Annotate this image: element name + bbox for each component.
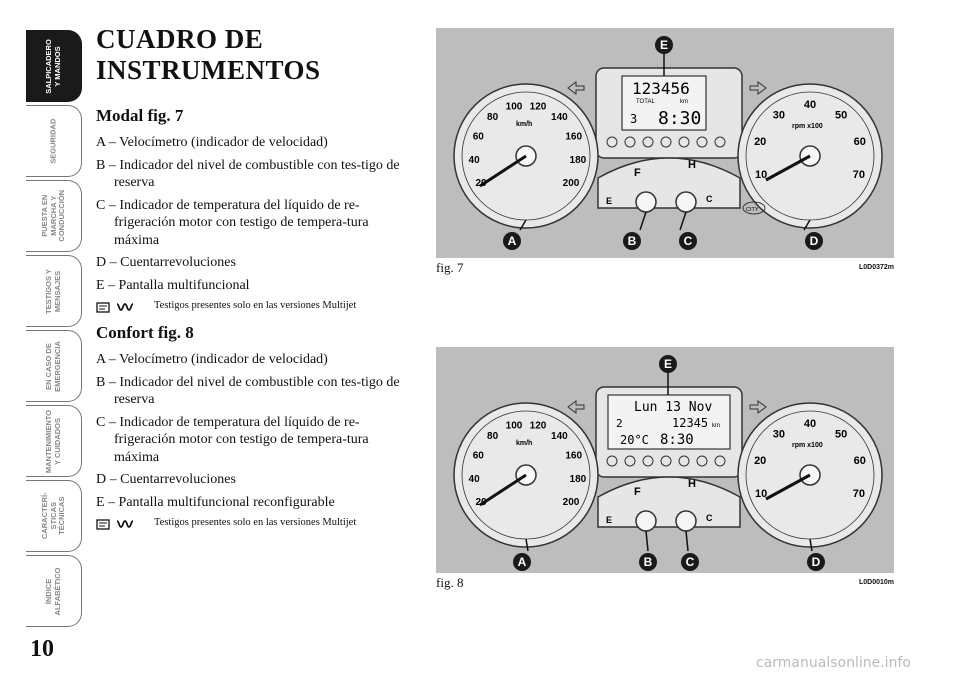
instrument-panel-illustration: [436, 28, 894, 258]
note-text: Testigos presentes solo en las versiones Multijet: [154, 517, 357, 528]
figure-code: L0D0010m: [858, 579, 894, 586]
display-temperature: 20°C: [620, 433, 649, 447]
tachometer-tick-label: 50: [834, 109, 848, 122]
temp-gauge-knob: [676, 192, 696, 212]
display-gear: 2: [616, 417, 623, 430]
diesel-filter-icon: [96, 301, 110, 313]
tachometer-tick-label: 70: [852, 487, 866, 500]
tab-label: SEGURIDAD: [48, 118, 58, 164]
tachometer-tick-label: 70: [852, 168, 866, 181]
section-heading-modal: Modal fig. 7: [96, 106, 184, 125]
temp-gauge-knob: [676, 511, 696, 531]
tachometer: [738, 403, 882, 547]
tab-testigos[interactable]: [26, 255, 82, 327]
display-odometer: 12345: [672, 416, 709, 430]
list-item: D – Cuentarrevoluciones: [96, 255, 236, 270]
tachometer-tick-label: 30: [772, 109, 786, 122]
tab-seguridad[interactable]: [26, 105, 82, 177]
fuel-empty-label: E: [606, 515, 613, 525]
display-odo-label: TOTAL: [636, 99, 655, 105]
tab-caracteristicas[interactable]: [26, 480, 82, 552]
left-turn-indicator-icon: [568, 401, 584, 413]
temp-hot-label: H: [688, 478, 696, 490]
fuel-gauge-knob: [636, 511, 656, 531]
right-turn-indicator-icon: [750, 401, 766, 413]
tab-salpicadero[interactable]: [26, 30, 82, 102]
tab-label: TESTIGOS Y MENSAJES: [44, 268, 62, 314]
tachometer-tick-label: 40: [803, 418, 817, 430]
figure-8: [436, 347, 894, 591]
display-date: Lun 13 Nov: [634, 400, 713, 415]
list-item: A – Velocímetro (indicador de velocidad): [96, 135, 328, 150]
speedometer-tick-label: 80: [487, 112, 499, 124]
figure-caption: fig. 8: [436, 575, 464, 590]
fuel-full-label: F: [634, 167, 641, 179]
tachometer-tick-label: 50: [834, 428, 848, 441]
speedometer-tick-label: 200: [562, 497, 580, 508]
fuel-gauge-knob: [636, 192, 656, 212]
note: [96, 517, 412, 530]
tab-puesta-en-marcha[interactable]: [26, 180, 82, 252]
fuel-full-label: F: [634, 486, 641, 498]
tab-label: MANTENIMIENTO Y CUIDADOS: [44, 409, 62, 473]
callout-label: A: [507, 234, 517, 248]
callout-label: C: [683, 234, 693, 248]
speedometer-unit: km/h: [516, 121, 533, 128]
tab-label: CARACTERÍ- STICAS TÉCNICAS: [39, 492, 66, 540]
tab-label: EN CASO DE EMERGENCIA: [44, 340, 62, 392]
tachometer-tick-label: 30: [772, 428, 786, 441]
callout-label: D: [809, 234, 819, 248]
callout-label: E: [659, 38, 669, 52]
speedometer-tick-label: 80: [487, 431, 499, 443]
speedometer-tick-label: 100: [505, 420, 523, 432]
speedometer-tick-label: 100: [505, 101, 523, 113]
tachometer-tick-label: 60: [853, 136, 866, 149]
figure-7: [436, 28, 894, 276]
watermark: carmanualsonline.info: [756, 655, 911, 671]
instrument-cluster-drawing: [436, 347, 894, 573]
speedometer-tick-label: 60: [472, 131, 484, 143]
speedometer-tick-label: 180: [569, 474, 587, 485]
callout-label: A: [517, 555, 527, 569]
figure-caption: fig. 7: [436, 260, 464, 275]
tachometer-tick-label: 60: [853, 455, 866, 468]
speedometer-tick-label: 120: [529, 420, 547, 432]
speedometer-tick-label: 20: [475, 497, 487, 508]
figure-code: L0D0372m: [858, 264, 894, 271]
diesel-filter-icon: [96, 518, 110, 530]
speedometer-tick-label: 60: [472, 450, 484, 462]
speedometer-tick-label: 140: [551, 112, 568, 124]
display-clock: 8:30: [658, 108, 702, 129]
temp-cold-label: C: [706, 194, 713, 204]
tachometer-tick-label: 40: [803, 99, 817, 111]
glow-plug-icon: [115, 301, 137, 313]
note: [96, 300, 412, 313]
display-clock: 8:30: [660, 432, 694, 448]
right-turn-indicator-icon: [750, 82, 766, 94]
display-gear: 3: [630, 112, 638, 126]
instrument-cluster-drawing: [436, 28, 894, 258]
instrument-panel-illustration: [436, 347, 894, 573]
callout-label: D: [811, 555, 821, 569]
list-item: B – Indicador del nivel de combustible con tes-tigo de reserva: [96, 157, 400, 190]
tachometer-unit: rpm x100: [792, 442, 823, 449]
tab-label: ÍNDICE ALFABÉTICO: [44, 567, 62, 615]
speedometer: [454, 84, 598, 228]
tachometer-unit: rpm x100: [792, 123, 823, 130]
page-number: 10: [30, 636, 54, 662]
speedometer-tick-label: 40: [468, 155, 480, 166]
tachometer-tick-label: 20: [754, 136, 767, 149]
city-label: CITY: [746, 207, 759, 213]
text-column: [96, 24, 412, 540]
tachometer-tick-label: 10: [754, 487, 768, 500]
tab-mantenimiento[interactable]: [26, 405, 82, 477]
tab-emergencia[interactable]: [26, 330, 82, 402]
glow-plug-icon: [115, 518, 137, 530]
list-item: D – Cuentarrevoluciones: [96, 472, 236, 487]
speedometer-tick-label: 180: [569, 155, 587, 166]
speedometer-tick-label: 160: [565, 131, 583, 143]
callout-label: E: [663, 357, 673, 371]
callout-label: B: [643, 555, 653, 569]
display-odometer: 123456: [632, 79, 690, 98]
tab-indice[interactable]: [26, 555, 82, 627]
speedometer-unit: km/h: [516, 440, 533, 447]
tab-label: PUESTA EN MARCHA Y CONDUCCIÓN: [39, 190, 66, 242]
speedometer-tick-label: 120: [529, 101, 547, 113]
left-turn-indicator-icon: [568, 82, 584, 94]
speedometer-tick-label: 140: [551, 431, 568, 443]
note-text: Testigos presentes solo en las versiones Multijet: [154, 300, 357, 311]
list-item: E – Pantalla multifuncional: [96, 277, 250, 293]
speedometer-tick-label: 40: [468, 474, 480, 485]
tachometer-tick-label: 10: [754, 168, 768, 181]
list-item: E – Pantalla multifuncional reconfigurable: [96, 494, 335, 510]
tachometer-tick-label: 20: [754, 455, 767, 468]
speedometer-tick-label: 160: [565, 450, 583, 462]
fuel-empty-label: E: [606, 196, 613, 206]
section-heading-confort: Confort fig. 8: [96, 323, 194, 342]
temp-cold-label: C: [706, 513, 713, 523]
speedometer-tick-label: 20: [475, 178, 487, 189]
tachometer: [738, 84, 882, 228]
list-item: C – Indicador de temperatura del líquido de re-frigeración motor con testigo de tempera-tura máxima: [96, 414, 369, 465]
list-item: C – Indicador de temperatura del líquido de re-frigeración motor con testigo de tempera-tura máxima: [96, 197, 369, 248]
tab-label: SALPICADERO Y MANDOS: [44, 38, 62, 94]
display-odo-unit: km: [680, 99, 688, 105]
callout-label: C: [685, 555, 695, 569]
speedometer: [454, 403, 598, 547]
list-item: A – Velocímetro (indicador de velocidad): [96, 352, 328, 367]
callout-label: B: [627, 234, 637, 248]
list-item: B – Indicador del nivel de combustible con tes-tigo de reserva: [96, 374, 400, 407]
temp-hot-label: H: [688, 159, 696, 171]
display-odo-unit: km: [712, 423, 720, 429]
speedometer-tick-label: 200: [562, 178, 580, 189]
page-title: CUADRO DE INSTRUMENTOS: [96, 24, 321, 85]
